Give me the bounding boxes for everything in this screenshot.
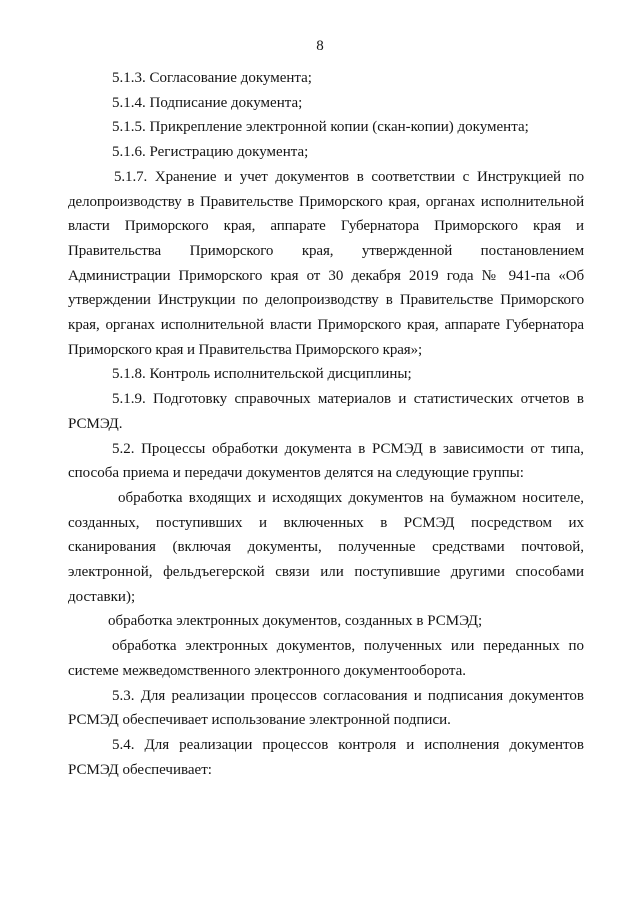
- list-item-electronic-interdepartmental: обработка электронных документов, полученных или переданных по системе межведомственного электронного документооборота.: [68, 638, 584, 679]
- paragraph-5-1-5: 5.1.5. Прикрепление электронной копии (скан-копии) документа;: [112, 119, 529, 136]
- paragraph-5-3: 5.3. Для реализации процессов согласования и подписания документов РСМЭД обеспечивает использование электронной подписи.: [68, 687, 584, 729]
- paragraph-5-1-8: 5.1.8. Контроль исполнительской дисциплины;: [112, 366, 412, 383]
- page-number: 8: [316, 38, 324, 54]
- paragraph-5-1-7: 5.1.7. Хранение и учет документов в соответствии с Инструкцией по делопроизводству в Правительстве Приморского края, органах исполнительной власти Приморского края, аппарате Губернатора Приморского края и Правительства Приморского края, утвержденной постановлением Администрации Приморского края от 30 декабря 2019 года № 941-па «Об утверждении Инструкции по делопроизводству в Правительстве Приморского края, органах исполнительной власти Приморского края, аппарате Губернатора Приморского края и Правительства Приморского края»;: [68, 168, 584, 358]
- document-body: [68, 66, 584, 782]
- paragraph-5-1-6: 5.1.6. Регистрацию документа;: [112, 144, 309, 161]
- list-item-electronic-created: обработка электронных документов, созданных в РСМЭД;: [108, 613, 483, 630]
- list-item-paper-documents: обработка входящих и исходящих документов на бумажном носителе, созданных, поступивших и включенных в РСМЭД посредством их сканирования (включая документы, полученные средствами почтовой, электронной, фельдъегерской связи или поступившие другими способами доставки);: [68, 489, 584, 605]
- paragraph-5-1-4: 5.1.4. Подписание документа;: [112, 94, 303, 111]
- paragraph-5-4: 5.4. Для реализации процессов контроля и исполнения документов РСМЭД обеспечивает:: [68, 736, 584, 778]
- paragraph-5-1-3: 5.1.3. Согласование документа;: [112, 70, 312, 86]
- paragraph-5-2: 5.2. Процессы обработки документа в РСМЭД в зависимости от типа, способа приема и передачи документов делятся на следующие группы:: [68, 440, 584, 482]
- paragraph-5-1-9: 5.1.9. Подготовку справочных материалов и статистических отчетов в РСМЭД.: [68, 391, 584, 432]
